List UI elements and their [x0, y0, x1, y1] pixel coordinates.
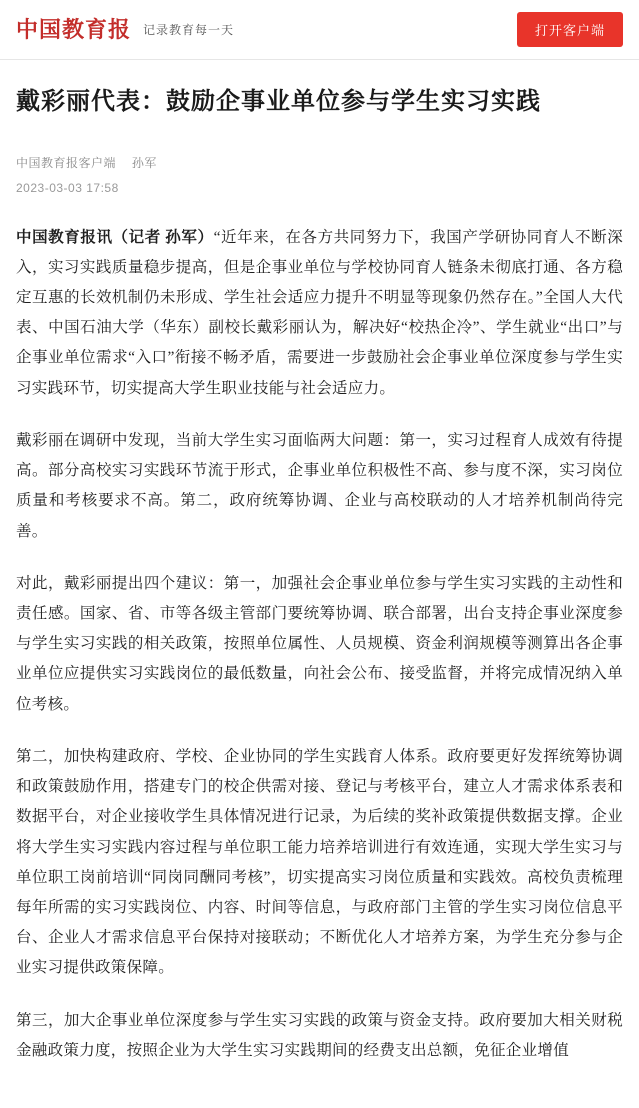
paragraph-3: 对此，戴彩丽提出四个建议：第一，加强社会企事业单位参与学生实习实践的主动性和责任感。国家、省、市等各级主管部门要统筹协调、联合部署，出台支持企事业深度参与学生实习实践的相关政策，按照单位属性、人员规模、资金利润规模等测算出各企事业单位应提供实习实践岗位的最低数量，向社会公布、接受监督，并将完成情况纳入单位考核。 — [16, 574, 623, 713]
article-source: 中国教育报客户端 — [16, 155, 117, 170]
site-header — [0, 0, 639, 60]
paragraph-5: 第三，加大企事业单位深度参与学生实习实践的政策与资金支持。政府要加大相关财税金融政策力度，按照企业为大学生实习实践期间的经费支出总额，免征企业增值 — [16, 1011, 623, 1059]
page-title: 戴彩丽代表：鼓励企事业单位参与学生实习实践 — [16, 89, 541, 115]
article-container — [0, 60, 639, 1108]
paragraph-2: 戴彩丽在调研中发现，当前大学生实习面临两大问题：第一，实习过程育人成效有待提高。部分高校实习实践环节流于形式，企事业单位积极性不高、参与度不深，实习岗位质量和考核要求不高。第二，政府统筹协调、企业与高校联动的人才培养机制尚待完善。 — [16, 431, 623, 540]
article-meta — [16, 154, 623, 171]
paragraph-1 — [16, 223, 623, 404]
site-logo[interactable] — [16, 16, 235, 42]
article-date: 2023-03-03 17:58 — [16, 180, 119, 195]
paragraph-1-rest: “近年来，在各方共同努力下，我国产学研协同育人不断深入，实习实践质量稳步提高，但是企事业单位与学校协同育人链条未彻底打通、各方稳定互惠的长效机制仍未形成、学生社会适应力提升不明显等现象仍然存在。”全国人大代表、中国石油大学（华东）副校长戴彩丽认为，解决好“校热企冷”、学生就业“出口”与企事业单位需求“入口”衔接不畅矛盾，需要进一步鼓励社会企事业单位深度参与学生实习实践环节，切实提高大学生职业技能与社会适应力。 — [16, 228, 624, 397]
article-body — [16, 223, 623, 1066]
paragraph-1-lead: 中国教育报讯（记者 孙军） — [16, 228, 214, 246]
paragraph-4: 第二，加快构建政府、学校、企业协同的学生实践育人体系。政府要更好发挥统筹协调和政策鼓励作用，搭建专门的校企供需对接、登记与考核平台，建立人才需求体系表和数据平台，对企业接收学生具体情况进行记录，为后续的奖补政策提供数据支撑。企业将大学生实习实践内容过程与单位职工能力培养培训进行有效连通，实现大学生实习与单位职工岗前培训“同岗同酬同考核”，切实提高实习岗位质量和实践效。高校负责梳理每年所需的实习实践岗位、内容、时间等信息，与政府部门主管的学生实习岗位信息平台、企业人才需求信息平台保持对接联动；不断优化人才培养方案，为学生充分参与企业实习提供政策保障。 — [16, 747, 623, 977]
logo-subtitle: 记录教育每一天 — [143, 23, 235, 37]
logo-text: 中国教育报 — [16, 16, 132, 42]
article-author: 孙军 — [131, 155, 157, 170]
open-app-button[interactable]: 打开客户端 — [517, 12, 623, 47]
